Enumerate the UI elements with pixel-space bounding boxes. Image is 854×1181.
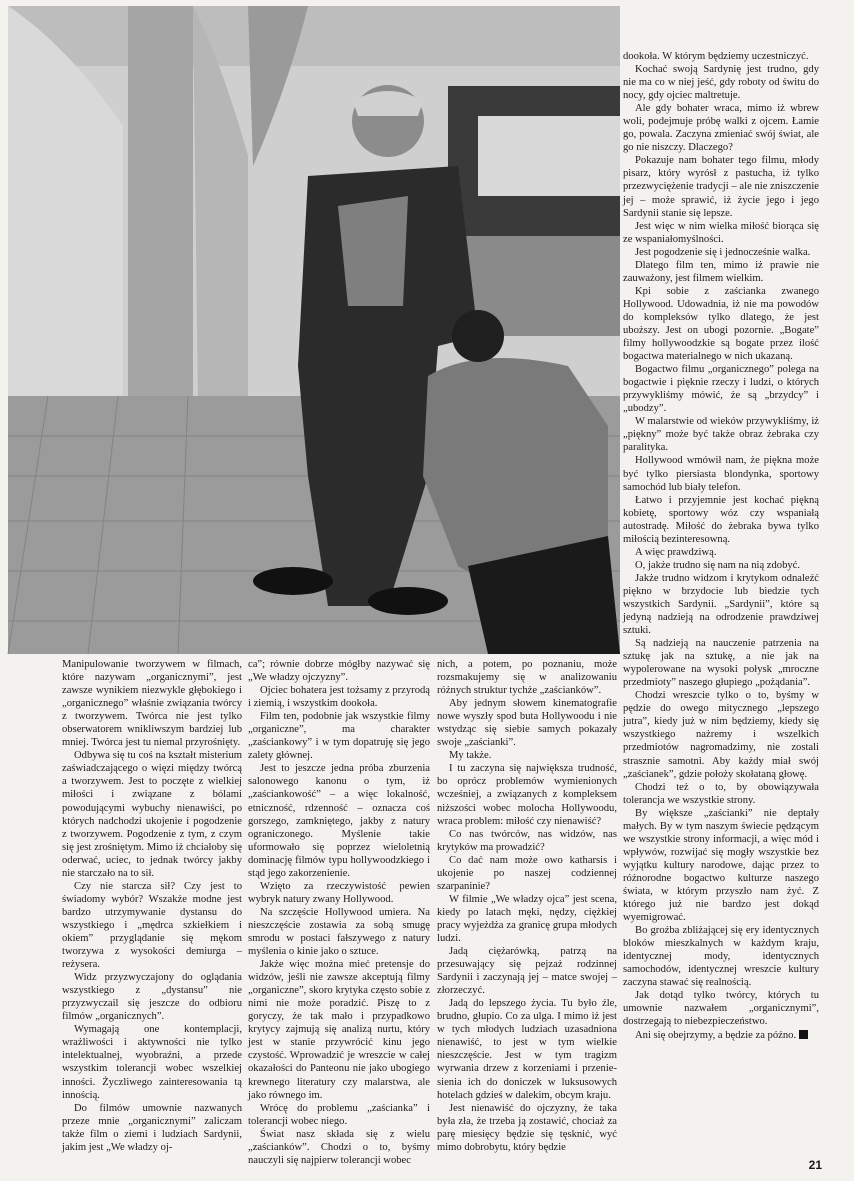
text-column-3 [437,658,617,1153]
paragraph: ca”; równie dobrze mógłby nazywać się „We władzy ojczyzny”. [248,659,430,684]
paragraph: Wzięto za rzeczywistość pewien wybryk natury zwany Hollywood. [248,880,430,905]
paragraph: dookoła. W którym będziemy uczestniczyć. [623,51,809,62]
paragraph: Aby jednym słowem kinematografie nowe wyszły spod buta Hollywoodu i nie wstydząc się siebie samych pokazały swoje „zaścianki”. [437,698,617,749]
paragraph: Jadą ciężarówką, patrzą na przesuwający się pejzaż rodzinnej Sardynii i zaczynają jej – matce swojej – złorzeczyć. [437,946,617,997]
film-still-illustration [8,6,620,654]
paragraph: Czy nie starcza sił? Czy jest to świadomy wybór? Wszakże modne jest bardzo utrzymywanie dystansu do wszystkiego i „mędrca szkiełkiem i okiem” przyglądanie się mękom tworzywa z wysokości demiurga – reżysera. [62,880,242,971]
paragraph: Widz przyzwyczajony do oglądania wszystkiego z „dystansu” nie przyzwyczail się jeszcze do odbioru filmów „organicznych”. [62,972,242,1023]
paragraph: Jest to jeszcze jedna próba zburzenia salonowego kanonu o tym, iż „zaściankowość” – a więc lokalność, etniczność, rdzenność – oznacza coś gorszego, zamkniętego, jakby z natury ograniczonego. Myślenie takie uformowało się poprzez wieloletnią dominację filmów typu hollywoodzkiego i stąd jego zakorzenienie. [248,763,430,879]
paragraph: Jakże trudno widzom i krytykom odnaleźć piękno w brzydocie lub biedzie tych wszystkich Sardynii. „Sardynii”, które są jedyną nadzieją na odrodzenie prawdziwej sztuki. [623,572,819,637]
end-of-article-mark [799,1030,808,1039]
paragraph: Chodzi też o to, by obowiązywała tolerancja we wszystkie strony. [623,781,819,806]
text-column-4 [623,50,819,1140]
paragraph: W malarstwie od wieków przywykliśmy, iż „piękny” może być także obraz żebraka czy paralityka. [623,416,819,454]
paragraph: Kochać swoją Sardynię jest trudno, gdy nie ma co w niej jeść, gdy roboty od świtu do nocy, gdy ojciec maltretuje. [623,64,819,102]
paragraph: Jest więc w nim wielka miłość biorąca się ze wspaniałomyślności. [623,220,819,245]
paragraph: Pokazuje nam bohater tego filmu, młody pisarz, który wyrósł z pastucha, iż tylko przezwyciężenie tradycji – ale nie zniszczenie jej – może sprawić, iż życie jego i jego Sardynii stanie się lepsze. [623,155,819,219]
paragraph: Dlatego film ten, mimo iż prawie nie zauważony, jest filmem wielkim. [623,259,819,284]
paragraph: O, jakże trudno się nam na nią zdobyć. [635,559,801,571]
paragraph: Świat nasz składa się z wielu „zaścianków”. Chodzi o to, byśmy nauczyli się najpierw tolerancji wobec [248,1128,430,1166]
film-still-photo [8,6,620,654]
paragraph: Wymagają one kontemplacji, wrażliwości i aktywności nie tylko intelektualnej, wyobraźni, a przede wszystkim tolerancji wobec wszelkiej inności. Życzliwego zainteresowania tą innością. [62,1024,242,1101]
paragraph-final [623,1029,819,1042]
paragraph: Ojciec bohatera jest tożsamy z przyrodą i ziemią, i wszystkim dookoła. [248,685,430,710]
paragraph: Łatwo i przyjemnie jest kochać piękną kobietę, sportowy wóz czy wspaniałą autostradę. Miłość do żebraka bywa tylko miłością bezinteresowną. [623,494,819,545]
paragraph: Do filmów umownie nazwanych przeze mnie „organicznymi” zaliczam także film o ziemi i ludziach Sardynii, jakim jest „We władzy oj- [62,1102,242,1153]
paragraph: Jest pogodzenie się i jednocześnie walka. [635,246,811,258]
paragraph: I tu zaczyna się największa trudność, bo oprócz problemów wymienionych wcześniej, a związanych z kompleksem niższości wobec molocha Hollywoodu, wraca problem: miłość czy nienawiść? [437,763,617,827]
paragraph: Manipulowanie tworzywem w filmach, które nazywam „organicznymi”, jest zawsze wynikiem niezwykle głębokiego i „organicznego” właśnie związania twórcy z tworzywem. Twórca nie jest tylko obserwatorem wnikliwszym bardziej lub mniej. Twórca jest tu niemal przyrośnięty. [62,659,242,749]
paragraph: Film ten, podobnie jak wszystkie filmy „organiczne”, ma charakter „zaściankowy” i w tym dopatruję się jego zalety głównej. [248,711,430,762]
paragraph: Na szczęście Hollywood umiera. Na nieszczęście zostawia za sobą smugę smrodu w postaci fałszywego z natury myślenia o kinie jako o sztuce. [248,906,430,958]
paragraph: Kpi sobie z zaścianka zwanego Hollywood. Udowadnia, iż nie ma powodów do kompleksów tylko dlatego, że jest uboższy. Jest on ubogi pozornie. „Bogate” filmy hollywoodzkie są bogate przez ilość bogactwa materialnego w nich ukazaną. [623,285,819,363]
paragraph: Odbywa się tu coś na kształt misterium zaświadczającego o więzi między twórcą a tworzywem. Jest to poczęte z wielkiej miłości i związane z bólami powodującymi wybuchy nienawiści, po których nadchodzi ukojenie i pogodzenie z tworzywem. Pogodzenie z tym, z czym się jest zrośniętym. Mimo iż chciałoby się oderwać, uciec, to jednak twórcy jakby nie starczało na to sił. [62,750,242,879]
paragraph: Hollywood wmówił nam, że piękna może być tylko piersiasta blondynka, sportowy samochód lub biały telefon. [623,455,819,493]
text-column-2 [248,658,430,1166]
paragraph: Co nas twórców, nas widzów, nas krytyków ma prowadzić? [437,828,617,853]
paragraph: Są nadzieją na nauczenie patrzenia na sztukę jak na sztukę, a nie jak na wypolerowane na wysoki połysk „mroczne przedmioty” naszego głupiego „pożądania”. [623,638,819,689]
page-number: 21 [808,1158,822,1172]
paragraph: Co dać nam może owo katharsis i ukojenie po naszej codziennej szarpaninie? [437,854,617,892]
paragraph: Bo groźba zbliżającej się ery identycznych bloków mieszkalnych w każdym kraju, identycznej mody, identycznych samochodów, identycznej wreszcie kultury zaczyna stawać się realnością. [623,925,819,989]
paragraph: Jakże więc można mieć pretensje do widzów, jeśli nie zawsze akceptują filmy „organiczne”, skoro krytyka często sobie z nimi nie może poradzić. Piszę to z goryczy, że tak mało i przypadkowo krytycy zajmują się analizą nurtu, który jest w stanie przywrócić kinu jego czystość. Wprowadzić je wreszcie w całej okazałości do Panteonu nie jako ubogiego krewnego literatury czy malarstwa, ale jako równego im. [248,959,430,1101]
paragraph: W filmie „We władzy ojca” jest scena, kiedy po latach męki, nędzy, ciężkiej pracy wyjeżdża za granicę grupa młodych ludzi. [437,893,617,944]
paragraph: Jak dotąd tylko twórcy, których tu umownie nazwałem „organicznymi”, dostrzegają to niebezpieczeństwo. [623,990,819,1028]
paragraph: nich, a potem, po poznaniu, może rozsmakujemy się w analizowaniu różnych struktur tychże „zaścianków”. [437,659,617,697]
paragraph: Jest nienawiść do ojczyzny, że taka była zła, że trzeba ją zostawić, chociaż za parę miesięcy będzie się tęsknić, wyć mimo dobrobytu, który będzie [437,1102,617,1153]
paragraph: By większe „zaścianki” nie deptały małych. By w tym naszym świecie pędzącym we wszystkie strony informacji, a więc mód i wpływów, rozwijać się mogły wszystkie bez wyjątku kultury narodowe, dając przez to różnorodne bogactwo kulturze naszego świata, w którym przyszło nam żyć. Z którego już nie bardzo jest dokąd wyemigrować. [623,807,819,924]
paragraph: Bogactwo filmu „organicznego” polega na bogactwie i pięknie rzeczy i ludzi, o których przywykliśmy mówić, że są „brzydcy” i „ubodzy”. [623,364,819,415]
paragraph: Jadą do lepszego życia. Tu było źle, brudno, głupio. Co za ulga. I mimo iż jest w tych młodych ludziach uzasadniona nienawiść, to jest w tym wielkie nieszczęście. Jest w tym tragizm wyrwania drzew z korzeniami i przenie- sienia ich do doniczek w luksusowych hotelach gdzieś w dalekim, obcym kraju. [437,998,617,1101]
paragraph: Wrócę do problemu „zaścianka” i tolerancji wobec niego. [248,1102,430,1127]
paragraph: Chodzi wreszcie tylko o to, byśmy w pędzie do owego mitycznego „lepszego jutra”, kiedy już w nim będziemy, kiedy się wszystkiego nażremy i wszelkich przedmiotów nagromadzimy, nie zostali strasznie samotni. Aby każdy miał swój „zaścianek”, gdzie położy skołataną głowę. [623,690,819,780]
paragraph: A więc prawdziwą. [635,546,717,558]
paragraph: My także. [449,750,492,762]
paragraph: Ale gdy bohater wraca, mimo iż wbrew woli, podejmuje próbę walki z ojcem. Łamie go, powala. Zaczyna zmieniać swój świat, ale go nie niszczy. Dlaczego? [623,103,819,154]
paragraph-final-text: Ani się obejrzymy, a będzie za późno. [635,1029,797,1041]
text-column-1 [62,658,242,1153]
